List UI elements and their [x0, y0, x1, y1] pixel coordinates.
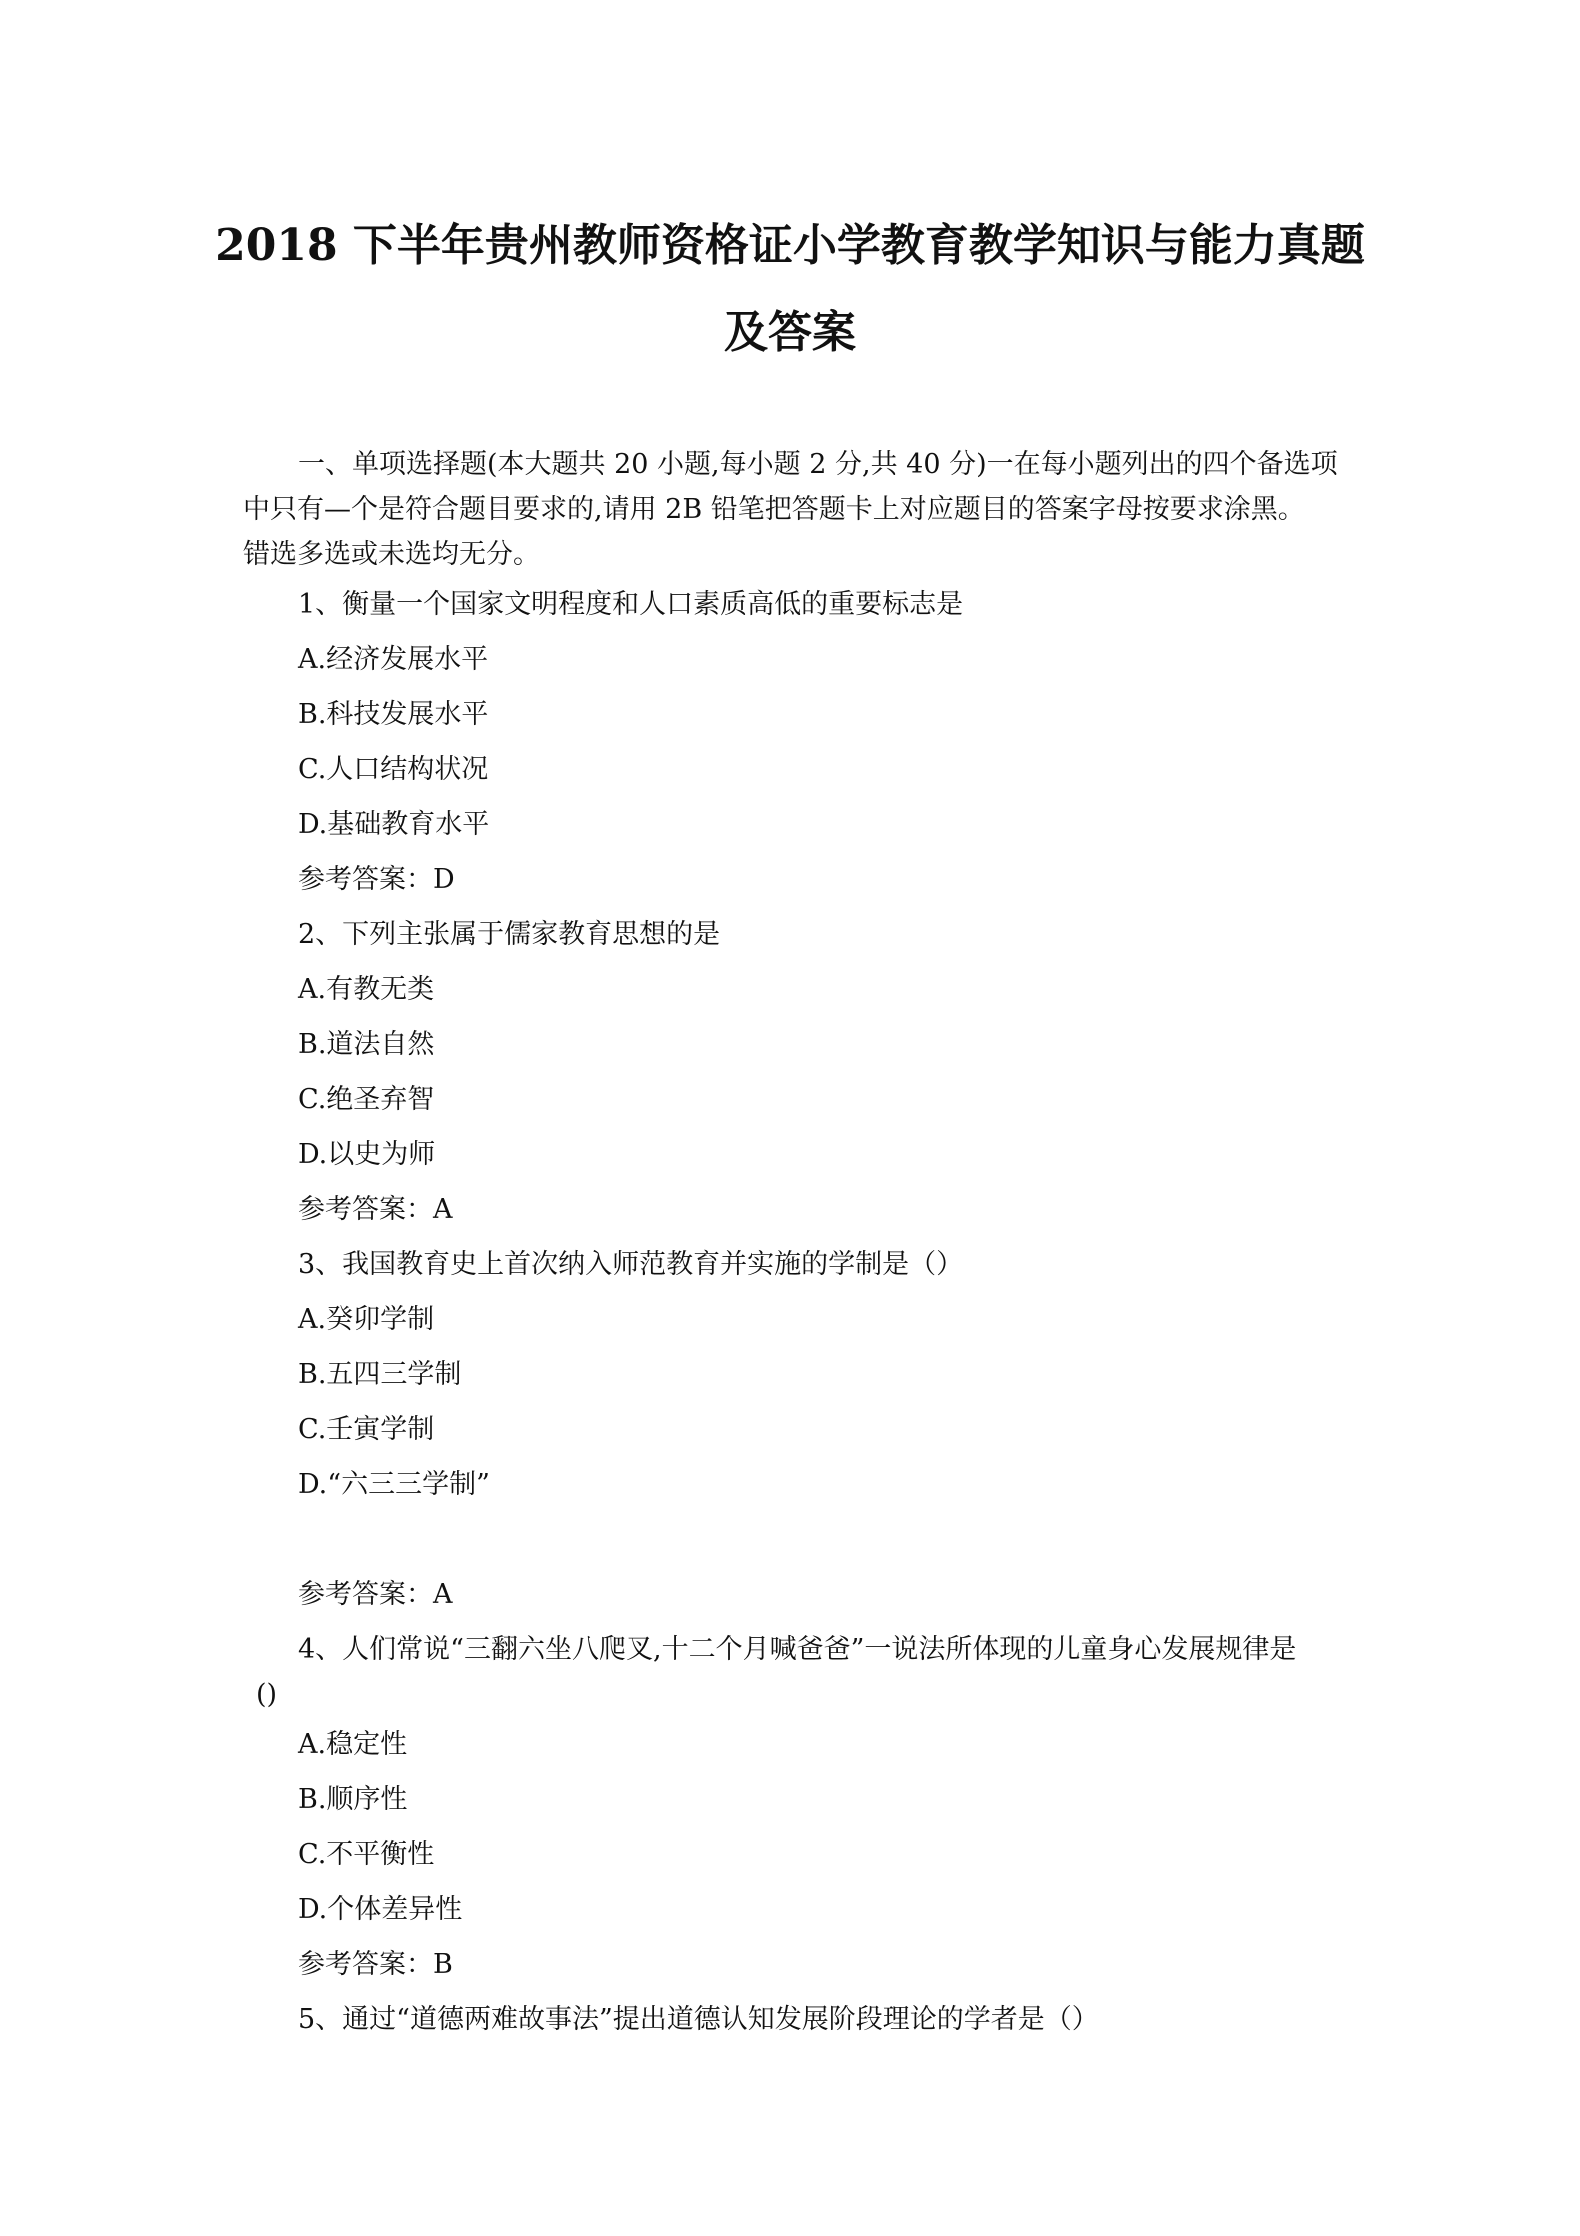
- question-4-stem-line-2: (): [256, 1679, 278, 1710]
- question-1-option-d: D.基础教育水平: [298, 809, 490, 840]
- question-1-option-b: B.科技发展水平: [298, 699, 489, 730]
- question-3-answer: 参考答案：A: [298, 1579, 453, 1610]
- question-2-answer: 参考答案：A: [298, 1194, 453, 1225]
- question-3-stem: 3、我国教育史上首次纳入师范教育并实施的学制是（）: [298, 1249, 964, 1280]
- question-3-option-d: D.“六三三学制”: [298, 1469, 490, 1500]
- question-4-answer: 参考答案：B: [298, 1949, 453, 1980]
- question-4-stem-line-1: 4、人们常说“三翻六坐八爬叉,十二个月喊爸爸”一说法所体现的儿童身心发展规律是: [298, 1634, 1297, 1665]
- question-4-option-d: D.个体差异性: [298, 1894, 463, 1925]
- section-intro-line-1: 一、单项选择题(本大题共 20 小题,每小题 2 分,共 40 分)一在每小题列出的四个备选项: [298, 449, 1338, 480]
- question-2-option-b: B.道法自然: [298, 1029, 435, 1060]
- question-1-stem: 1、衡量一个国家文明程度和人口素质高低的重要标志是: [298, 589, 964, 620]
- document-title-line-2: 及答案: [724, 307, 856, 358]
- question-2-option-a: A.有教无类: [298, 974, 435, 1005]
- question-1-option-c: C.人口结构状况: [298, 754, 489, 785]
- question-3-option-c: C.壬寅学制: [298, 1414, 435, 1445]
- section-intro-line-2: 中只有—个是符合题目要求的,请用 2B 铅笔把答题卡上对应题目的答案字母按要求涂黑。: [243, 494, 1305, 525]
- document-title-line-1: 2018 下半年贵州教师资格证小学教育教学知识与能力真题: [215, 220, 1365, 271]
- question-2-stem: 2、下列主张属于儒家教育思想的是: [298, 919, 721, 950]
- question-4-option-a: A.稳定性: [298, 1729, 408, 1760]
- question-5-stem: 5、通过“道德两难故事法”提出道德认知发展阶段理论的学者是（）: [298, 2004, 1099, 2035]
- question-4-option-b: B.顺序性: [298, 1784, 408, 1815]
- question-3-option-b: B.五四三学制: [298, 1359, 462, 1390]
- question-1-option-a: A.经济发展水平: [298, 644, 489, 675]
- section-intro-line-3: 错选多选或未选均无分。: [243, 539, 540, 570]
- question-2-option-c: C.绝圣弃智: [298, 1084, 435, 1115]
- question-3-option-a: A.癸卯学制: [298, 1304, 435, 1335]
- question-1-answer: 参考答案：D: [298, 864, 455, 895]
- question-2-option-d: D.以史为师: [298, 1139, 436, 1170]
- question-4-option-c: C.不平衡性: [298, 1839, 435, 1870]
